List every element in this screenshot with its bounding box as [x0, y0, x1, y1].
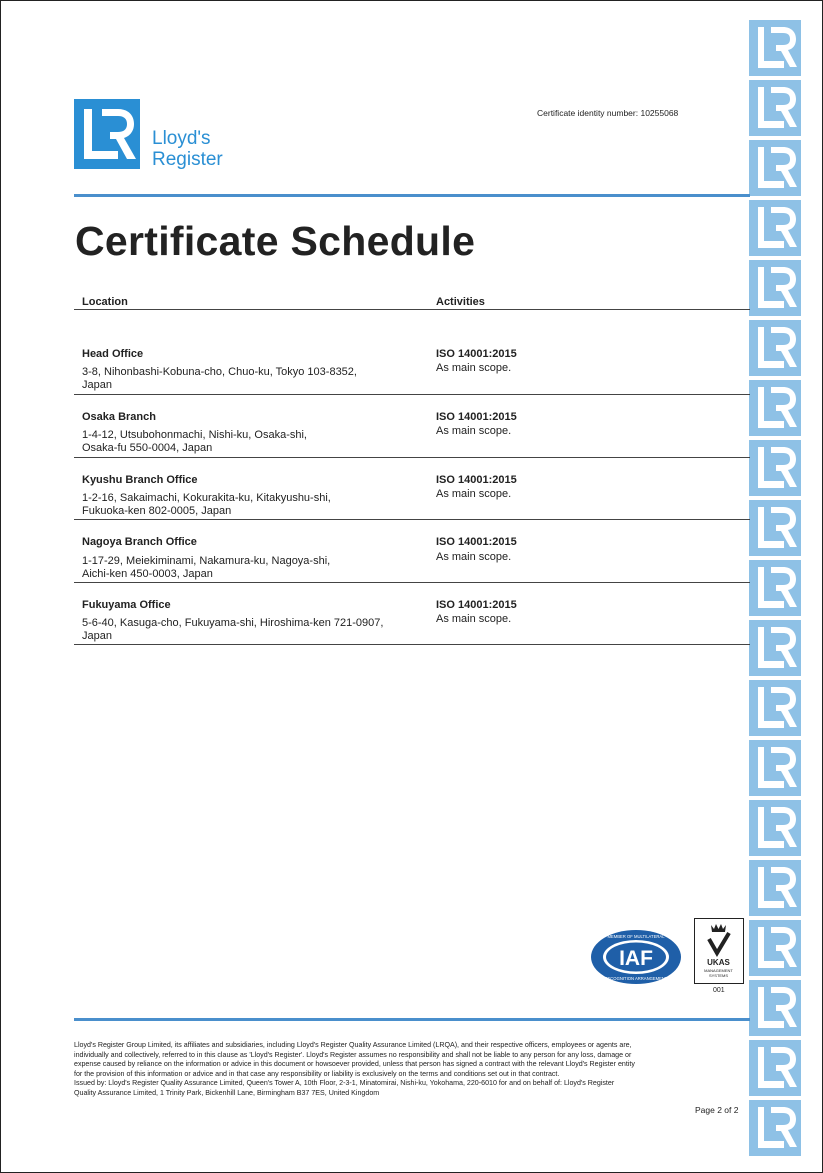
activity-standard: ISO 14001:2015	[436, 411, 517, 423]
footer-divider	[74, 1018, 750, 1021]
address-line: 3-8, Nihonbashi-Kobuna-cho, Chuo-ku, Tokyo 103-8352,	[82, 366, 357, 378]
activity-scope: As main scope.	[436, 551, 512, 563]
lr-watermark-icon	[749, 1100, 801, 1156]
lr-watermark-icon	[749, 380, 801, 436]
footer-line: Quality Assurance Limited, 1 Trinity Park, Bickenhill Lane, Birmingham B37 7ES, United Kingdom	[74, 1088, 380, 1097]
location-address	[82, 429, 307, 455]
lr-watermark-icon	[749, 920, 801, 976]
address-line: 5-6-40, Kasuga-cho, Fukuyama-shi, Hiroshima-ken 721-0907,	[82, 617, 384, 629]
brand-name	[152, 128, 223, 170]
header-divider	[74, 194, 750, 197]
column-header-activities: Activities	[436, 296, 485, 308]
iaf-ring-bottom: RECOGNITION ARRANGEMENT	[604, 976, 668, 981]
lr-watermark-icon	[749, 260, 801, 316]
iaf-text: IAF	[619, 947, 653, 970]
activity-scope: As main scope.	[436, 488, 512, 500]
footer-line: Lloyd's Register Group Limited, its affiliates and subsidiaries, including Lloyd's Register Quality Assurance Limited (LRQA), and their respective officers, employees or agents are,	[74, 1041, 632, 1049]
lr-watermark-icon	[749, 980, 801, 1036]
lr-watermark-icon	[749, 680, 801, 736]
activity-scope: As main scope.	[436, 362, 512, 374]
row-divider	[74, 582, 750, 583]
activity-standard: ISO 14001:2015	[436, 474, 517, 486]
activity-scope: As main scope.	[436, 613, 512, 625]
location-address	[82, 492, 331, 518]
row-divider	[74, 394, 750, 395]
ukas-line-1: MANAGEMENT	[704, 968, 733, 973]
lr-watermark-icon	[749, 800, 801, 856]
address-line: Aichi-ken 450-0003, Japan	[82, 568, 213, 580]
address-line: Fukuoka-ken 802-0005, Japan	[82, 505, 232, 517]
location-address	[82, 617, 383, 643]
lr-watermark-icon	[749, 320, 801, 376]
ukas-line-2: SYSTEMS	[708, 973, 729, 978]
iaf-ring-top: MEMBER OF MULTILATERAL	[607, 934, 665, 939]
activity-standard: ISO 14001:2015	[436, 348, 517, 360]
lr-watermark-icon	[749, 140, 801, 196]
row-divider	[74, 519, 750, 520]
ukas-mark-icon	[694, 918, 744, 984]
iaf-mark-icon	[590, 929, 682, 985]
row-divider	[74, 457, 750, 458]
ukas-name: UKAS	[707, 958, 730, 967]
lr-watermark-icon	[749, 860, 801, 916]
page-title: Certificate Schedule	[75, 218, 476, 264]
location-name: Head Office	[82, 348, 144, 360]
address-line: Japan	[82, 630, 112, 642]
location-name: Fukuyama Office	[82, 599, 171, 611]
footer-line: for the provision of this information or advice and in that case any responsibility or liability is exclusively on the terms and conditions set out in that contract.	[74, 1069, 560, 1078]
footer-line: Issued by: Lloyd's Register Quality Assurance Limited, Queen's Tower A, 10th Floor, 2-3-1, Minatomirai, Nishi-ku, Yokohama, 220-6010 for and on behalf of: Lloyd's Register	[74, 1079, 615, 1088]
ukas-number: 001	[713, 987, 725, 994]
lr-watermark-icon	[749, 740, 801, 796]
brand-line-2: Register	[152, 149, 223, 170]
address-line: 1-4-12, Utsubohonmachi, Nishi-ku, Osaka-shi,	[82, 429, 307, 441]
lr-watermark-icon	[749, 560, 801, 616]
column-header-location: Location	[82, 296, 128, 308]
activity-scope: As main scope.	[436, 425, 512, 437]
footer-line: expense caused by reliance on the information or advice in this document or howsoever provided, unless that person has signed a contract with the relevant Lloyd's Register entity	[74, 1060, 635, 1069]
lr-watermark-icon	[749, 440, 801, 496]
activity-standard: ISO 14001:2015	[436, 536, 517, 548]
footer-line: individually and collectively, referred to in this clause as 'Lloyd's Register'. Lloyd's Register assumes no responsibility and shall not be liable to any person for any loss, damage or	[74, 1050, 632, 1059]
lr-watermark-icon	[749, 200, 801, 256]
lr-watermark-icon	[749, 80, 801, 136]
row-divider	[74, 644, 750, 645]
address-line: 1-17-29, Meiekiminami, Nakamura-ku, Nagoya-shi,	[82, 555, 331, 567]
lr-watermark-icon	[749, 1040, 801, 1096]
activity-standard: ISO 14001:2015	[436, 599, 517, 611]
address-line: Osaka-fu 550-0004, Japan	[82, 442, 213, 454]
lr-watermark-icon	[749, 20, 801, 76]
lr-watermark-strip	[749, 20, 805, 1160]
lloyds-register-logo-icon	[74, 99, 140, 169]
address-line: Japan	[82, 379, 112, 391]
certificate-identity-number: Certificate identity number: 10255068	[537, 108, 679, 118]
location-name: Osaka Branch	[82, 411, 156, 423]
location-name: Nagoya Branch Office	[82, 536, 197, 548]
location-address	[82, 366, 357, 392]
location-name: Kyushu Branch Office	[82, 474, 198, 486]
footer-disclaimer	[74, 1041, 750, 1099]
column-header-divider	[74, 309, 750, 310]
lr-watermark-icon	[749, 500, 801, 556]
lr-watermark-icon	[749, 620, 801, 676]
location-address	[82, 555, 330, 581]
address-line: 1-2-16, Sakaimachi, Kokurakita-ku, Kitakyushu-shi,	[82, 492, 331, 504]
brand-line-1: Lloyd's	[152, 128, 211, 149]
page-number: Page 2 of 2	[695, 1105, 739, 1115]
